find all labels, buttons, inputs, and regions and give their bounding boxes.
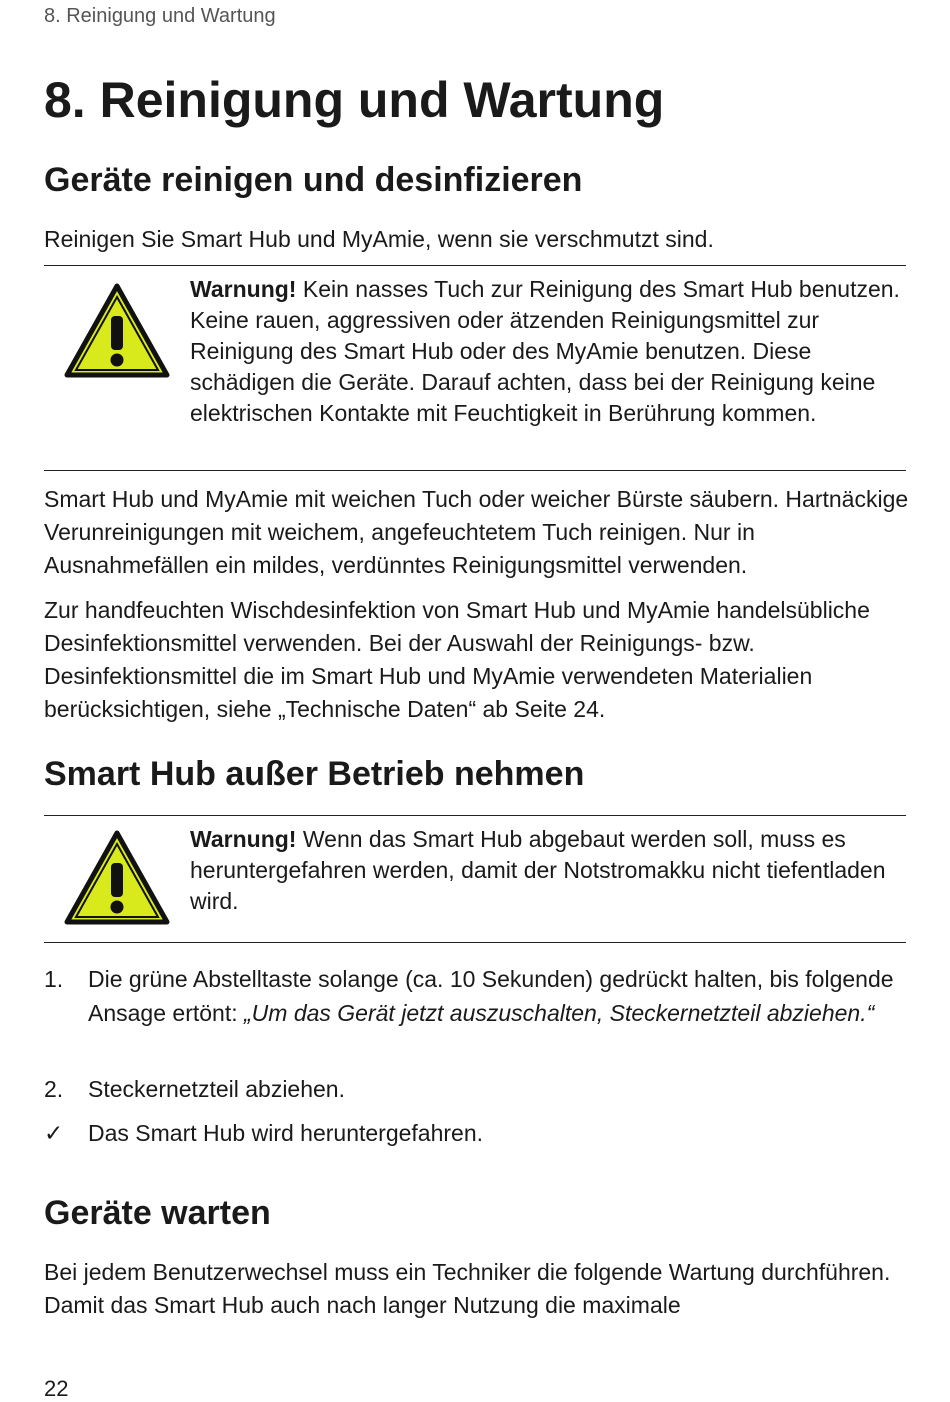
cleaning-paragraph: Smart Hub und MyAmie mit weichen Tuch oder weicher Bürste säubern. Hartnäckige Verunreinigungen mit weichem, angefeuchtetem Tuch reinigen. Nur in Ausnahmefällen ein mildes, verdünntes Reinigungsmittel verwenden. bbox=[44, 486, 909, 578]
warning-top-rule bbox=[44, 815, 906, 816]
disinfection-paragraph: Zur handfeuchten Wischdesinfektion von Smart Hub und MyAmie handelsübliche Desinfektionsmittel verwenden. Bei der Auswahl der Reinigungs- bzw. Desinfektionsmittel die im Smart Hub und MyAmie verwendeten Materialien berücksichtigen, siehe „Technische Daten“ ab Seite 24. bbox=[44, 597, 870, 722]
warning-label: Warnung! bbox=[190, 276, 297, 302]
maintenance-paragraph: Bei jedem Benutzerwechsel muss ein Techniker die folgende Wartung durchführen. Damit das Smart Hub auch nach langer Nutzung die maximale bbox=[44, 1259, 891, 1318]
step-number: 2. bbox=[44, 1076, 64, 1102]
running-header: 8. Reinigung und Wartung bbox=[44, 5, 276, 27]
warning-top-rule bbox=[44, 265, 906, 266]
checkmark-icon: ✓ bbox=[44, 1120, 64, 1146]
page-number: 22 bbox=[44, 1376, 69, 1401]
section-heading-cleaning: Geräte reinigen und desinfizieren bbox=[44, 161, 583, 199]
warning-bottom-rule bbox=[44, 942, 906, 943]
announcement-quote: „Um das Gerät jetzt auszuschalten, Steckernetzteil abziehen.“ bbox=[244, 1000, 875, 1026]
step-text: Die grüne Abstelltaste solange (ca. 10 Sekunden) gedrückt halten, bis folgende Ansage ertönt: „Um das Gerät jetzt auszuschalten, Steckernetzteil abziehen.“ bbox=[88, 966, 894, 1026]
list-item bbox=[44, 962, 906, 1064]
step-result: Das Smart Hub wird heruntergefahren. bbox=[88, 1120, 484, 1146]
warning-label: Warnung! bbox=[190, 826, 297, 852]
step-text: Steckernetzteil abziehen. bbox=[88, 1076, 345, 1102]
warning-bottom-rule bbox=[44, 470, 906, 471]
warning-decommission bbox=[190, 824, 906, 917]
list-item bbox=[44, 1116, 906, 1150]
warning-text: Wenn das Smart Hub abgebaut werden soll, muss es heruntergefahren werden, damit der Notstromakku nicht tiefentladen wird. bbox=[190, 826, 886, 914]
section-heading-decommission: Smart Hub außer Betrieb nehmen bbox=[44, 755, 585, 793]
list-item bbox=[44, 1072, 906, 1106]
chapter-title: 8. Reinigung und Wartung bbox=[44, 72, 665, 128]
cleaning-intro: Reinigen Sie Smart Hub und MyAmie, wenn sie verschmutzt sind. bbox=[44, 226, 714, 252]
warning-triangle-icon bbox=[64, 830, 170, 926]
step-number: 1. bbox=[44, 966, 64, 992]
warning-text: Kein nasses Tuch zur Reinigung des Smart Hub benutzen. Keine rauen, aggressiven oder ätzenden Reinigungsmittel zur Reinigung des Smart Hub oder des MyAmie benutzen. Diese schädigen die Geräte. Darauf achten, dass bei der Reinigung keine elektrischen Kontakte mit Feuchtigkeit in Berührung kommen. bbox=[190, 276, 900, 426]
warning-triangle-icon bbox=[64, 283, 170, 379]
warning-cleaning bbox=[190, 274, 906, 429]
section-heading-maintenance: Geräte warten bbox=[44, 1194, 271, 1232]
